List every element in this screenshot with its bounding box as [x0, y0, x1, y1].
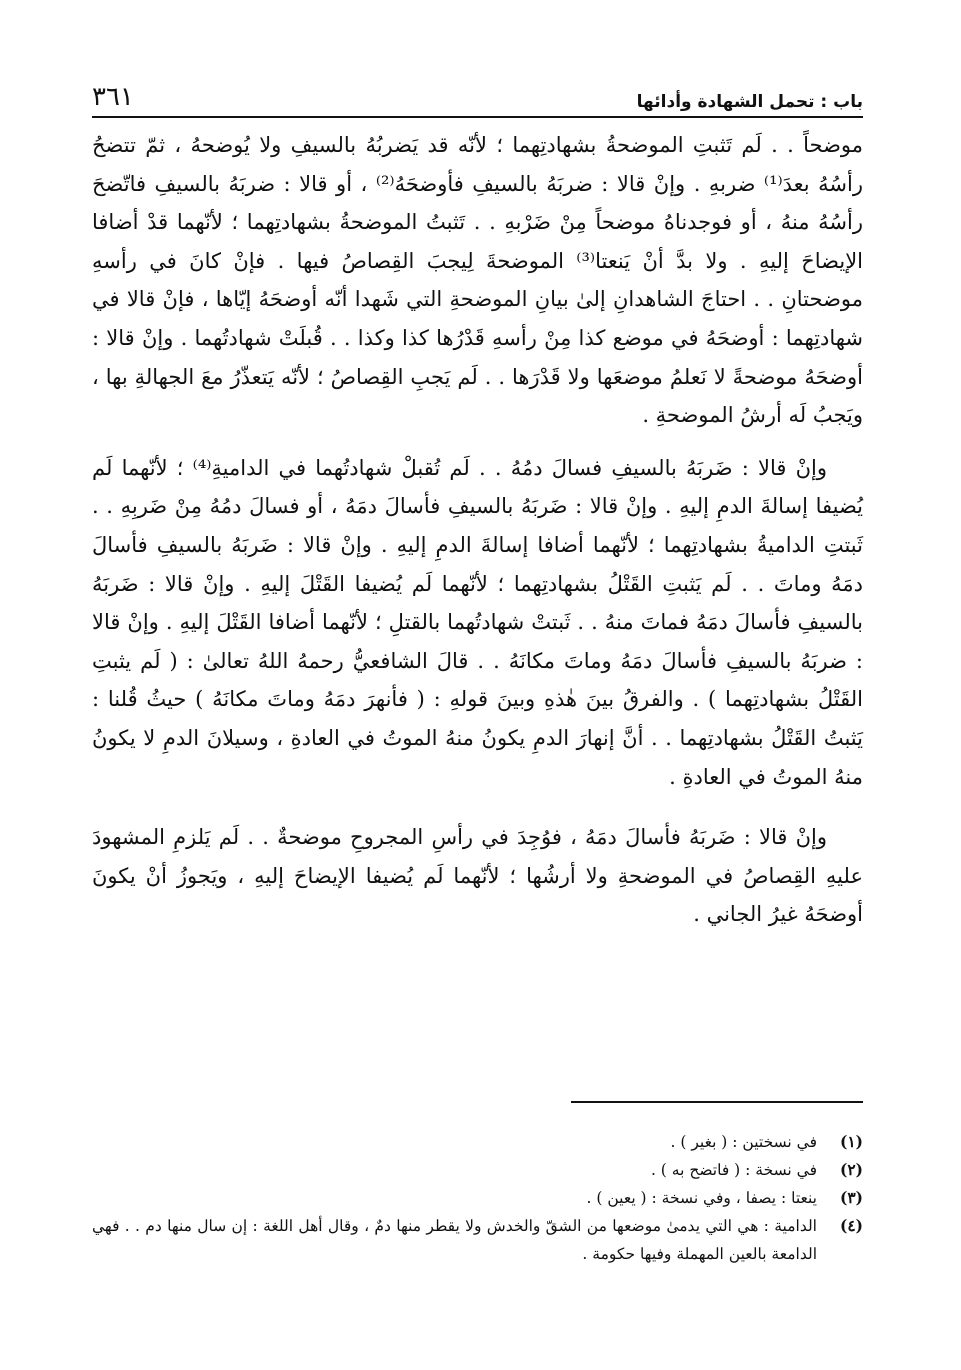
footnote-text: الدامية : هي التي يدمىٰ موضعها من الشقّ والخدش ولا يقطر منها دمٌ ، وقال أهل اللغة : إن سال منها دم . . فهي الدامعة بالعين المهملة وفيها حكومة .: [92, 1217, 817, 1263]
footnote-number: (٢): [839, 1160, 863, 1179]
footnotes: [92, 1128, 863, 1268]
footnote-text: في نسخة : ( فاتضح به ) .: [650, 1161, 817, 1179]
footnote-number: (٤): [839, 1216, 863, 1235]
paragraph-2: وإنْ قالا : ضَربَهُ بالسيفِ فسالَ دمُهُ . . لَم تُقبلْ شهادتُهما في الداميةِ⁽⁴⁾ ؛ لأنّهما لَم يُضيفا إسالةَ الدمِ إليهِ . وإنْ قالا : ضَربَهُ بالسيفِ فأسالَ دمَهُ ، أو فسالَ دمُهُ مِنْ ضَربِهِ . . ثَبتتِ الداميةُ بشهادتِهما ؛ لأنّهما أضافا إسالةَ الدمِ إليهِ . وإنْ قالا : ضَربَهُ بالسيفِ فأسالَ دمَهُ وماتَ . . لَم يَثبتِ القَتْلُ بشهادتِهما ؛ لأنّهما لَم يُضيفا القَتْلَ إليهِ . وإنْ قالا : ضَربَهُ بالسيفِ فأسالَ دمَهُ فماتَ منهُ . . ثَبتتْ شهادتُهما بالقتلِ ؛ لأنّهما أضافا القَتْلَ إليهِ . وإنْ قالا : ضربَهُ بالسيفِ فأسالَ دمَهُ وماتَ مكانَهُ . . قالَ الشافعيُّ رحمهُ اللهُ تعالىٰ : ( لَم يثبتِ القَتْلُ بشهادتِهما ) . والفرقُ بينَ هٰذهِ وبينَ قولهِ : ( فأنهرَ دمَهُ وماتَ مكانَهُ ) حيثُ قُلنا : يَثبتُ القَتْلُ بشهادتِهما . . أنَّ إنهارَ الدمِ يكونُ منهُ الموتُ في العادةِ ، وسيلانَ الدمِ لا يكونُ منهُ الموتُ في العادةِ .: [92, 455, 863, 789]
footnote-number: (٣): [839, 1188, 863, 1207]
footnote-1: [92, 1128, 863, 1156]
page-number: ٣٦١: [92, 82, 134, 112]
page-header: [92, 78, 863, 112]
paragraph-1: موضحاً . . لَم تَثبتِ الموضحةُ بشهادتِهما ؛ لأنّه قد يَضربُهُ بالسيفِ ولا يُوضحهُ ، ثمّ تتضحُ رأسُهُ بعدَ⁽¹⁾ ضربهِ . وإنْ قالا : ضربَهُ بالسيفِ فأوضحَهُ⁽²⁾ ، أو قالا : ضربَهُ بالسيفِ فاتّضحَ رأسُهُ منهُ ، أو فوجدناهُ موضحاً مِنْ ضَرْبهِ . . تَثبتُ الموضحةُ بشهادتِهما ؛ لأنّهما قدْ أضافا الإيضاحَ إليهِ . ولا بدَّ أنْ يَنعتا⁽³⁾ الموضحةَ لِيجبَ القِصاصُ فيها . فإنْ كانَ في رأسهِ موضحتانِ . . احتاجَ الشاهدانِ إلىٰ بيانِ الموضحةِ التي شَهدا أنّه أوضحَهُ إيّاها ، فإنْ قالا في شهادتِهما : أوضحَهُ في موضع كذا مِنْ رأسهِ قَدْرُها كذا وكذا . . قُبلَتْ شهادتُهما . وإنْ قالا : أوضحَهُ موضحةً لا نَعلمُ موضعَها ولا قَدْرَها . . لَم يَجبِ القِصاصُ ؛ لأنّه يَتعذّرُ معَ الجهالةِ بها ، ويَجبُ لَه أرشُ الموضحةِ .: [92, 133, 864, 428]
footnote-rule: [571, 1101, 863, 1103]
footnote-text: في نسختين : ( بغير ) .: [670, 1133, 817, 1151]
footnote-4: [92, 1212, 863, 1268]
footnote-3: [92, 1184, 863, 1212]
body-text: [92, 126, 863, 934]
footnote-text: ينعتا : يصفا ، وفي نسخة : ( يعين ) .: [586, 1189, 817, 1207]
footnote-2: [92, 1156, 863, 1184]
paragraph-3: وإنْ قالا : ضَربَهُ فأسالَ دمَهُ ، فوُجِدَ في رأسِ المجروحِ موضحةٌ . . لَم يَلزمِ المشهودَ عليهِ القِصاصُ في الموضحةِ ولا أرشُها ؛ لأنّهما لَم يُضيفا الإيضاحَ إليهِ ، ويَجوزُ أنْ يكونَ أوضحَهُ غيرُ الجاني .: [92, 825, 863, 927]
running-title: باب : تحمل الشهادة وأدائها: [636, 92, 863, 112]
footnote-number: (١): [839, 1132, 863, 1151]
header-rule: [92, 116, 863, 118]
